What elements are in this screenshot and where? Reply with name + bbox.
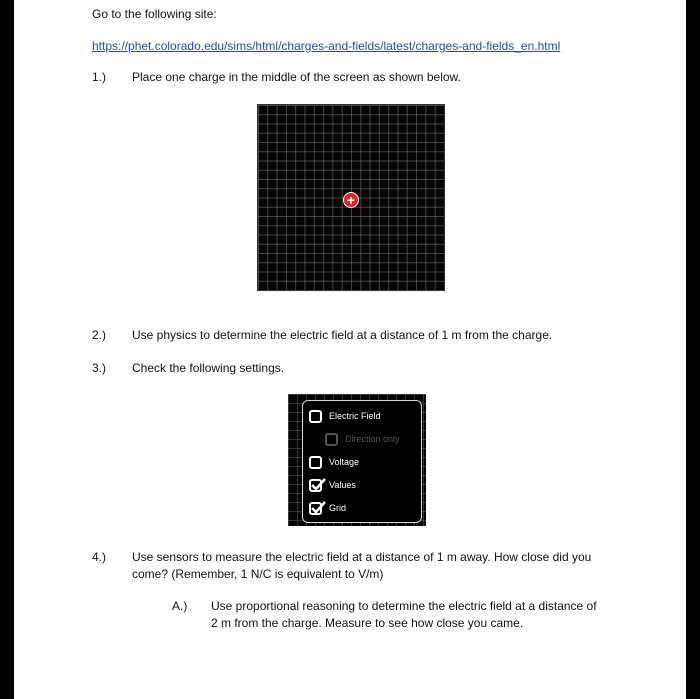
values-label: Values (329, 480, 356, 490)
charge-sim-image (257, 104, 445, 291)
grid-option (309, 499, 346, 517)
sub-a-text-line2: 2 m from the charge. Measure to see how close you came. (211, 616, 524, 630)
sub-a-text-line1: Use proportional reasoning to determine the electric field at a distance of (211, 599, 597, 613)
item-4-number: 4.) (92, 550, 107, 564)
voltage-option (309, 453, 359, 471)
direction-only-checkbox (325, 433, 338, 446)
checkmark-icon (310, 500, 326, 516)
electric-field-label: Electric Field (329, 411, 381, 421)
settings-panel-image (288, 394, 426, 526)
voltage-label: Voltage (329, 457, 360, 467)
item-2-text: Use physics to determine the electric field at a distance of 1 m from the charge. (132, 328, 553, 342)
checkmark-icon (310, 477, 326, 493)
item-4-text-line2: come? (Remember, 1 N/C is equivalent to V/m) (132, 567, 384, 581)
item-3-text: Check the following settings. (132, 361, 285, 375)
sub-a-number: A.) (172, 599, 188, 613)
item-1-text: Place one charge in the middle of the screen as shown below. (132, 70, 461, 84)
item-2-number: 2.) (92, 328, 107, 342)
grid-label: Grid (329, 503, 347, 513)
direction-only-option (325, 430, 400, 448)
electric-field-option (309, 407, 381, 425)
document-page (14, 0, 686, 699)
electric-field-checkbox (309, 410, 322, 423)
voltage-checkbox (309, 456, 322, 469)
item-3-number: 3.) (92, 361, 107, 375)
item-1-number: 1.) (92, 70, 107, 84)
values-checkbox (309, 479, 322, 492)
grid-checkbox (309, 502, 322, 515)
intro-text: Go to the following site: (92, 7, 217, 21)
settings-panel (302, 400, 422, 523)
positive-charge: + (343, 192, 359, 208)
item-4-text-line1: Use sensors to measure the electric field at a distance of 1 m away. How close did you (132, 550, 592, 564)
direction-only-label: Direction only (345, 434, 400, 444)
values-option (309, 476, 356, 494)
phet-link[interactable]: https://phet.colorado.edu/sims/html/charges-and-fields/latest/charges-and-fields_en.html (92, 39, 561, 53)
